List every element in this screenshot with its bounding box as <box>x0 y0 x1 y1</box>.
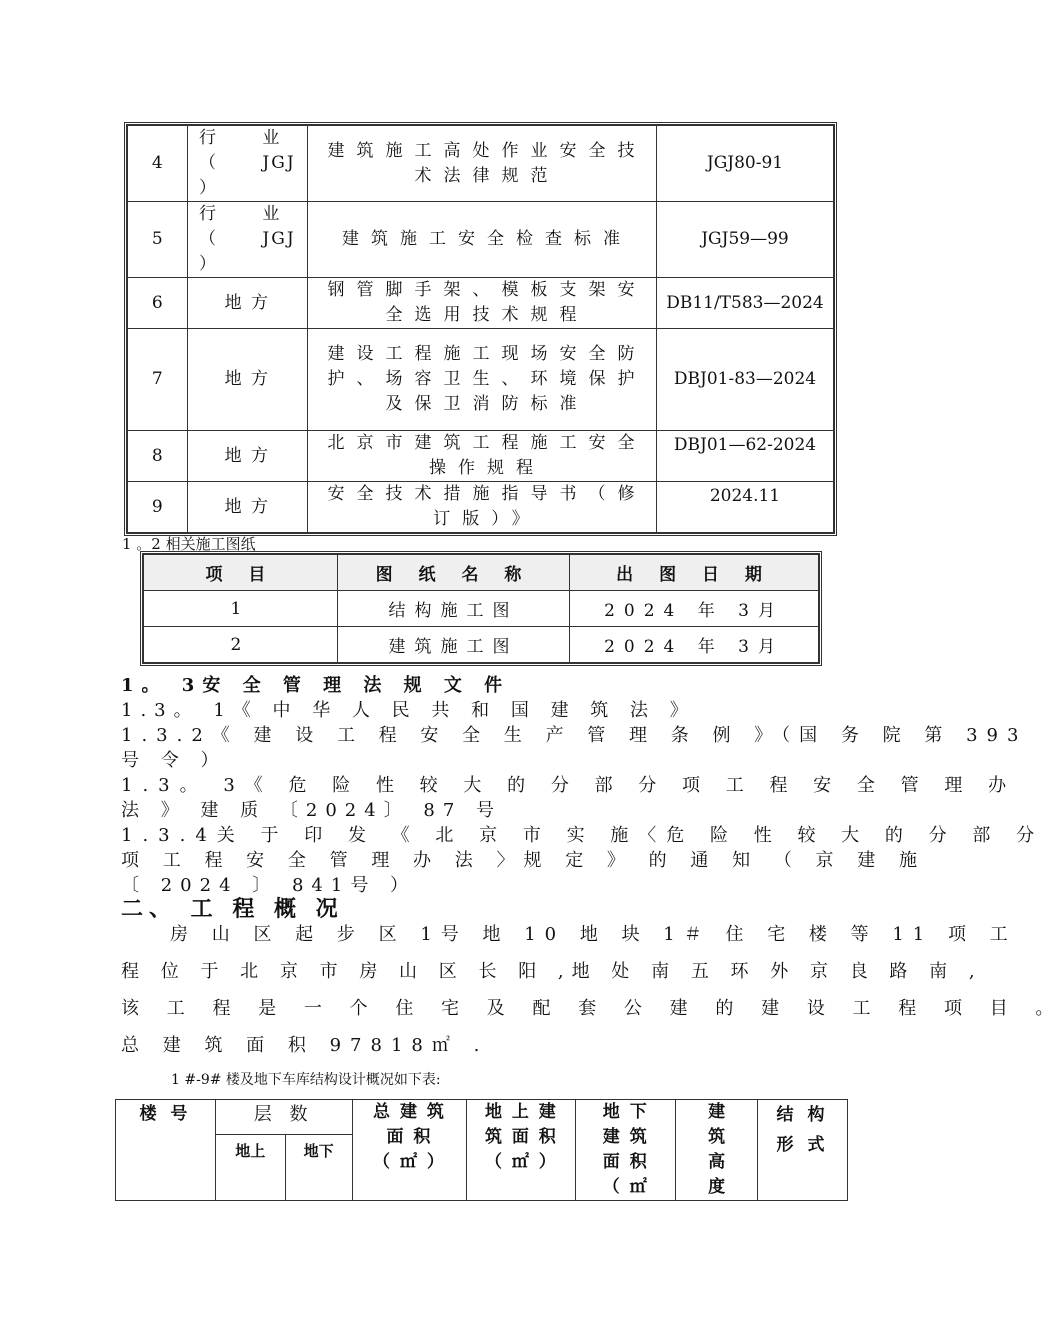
regulation-line: 法 》 建 质 〔2024〕 87 号 <box>121 800 503 821</box>
cell-standard-name: 建筑施工安全检查标准 <box>307 202 656 278</box>
header-above-ground-area: 地 上 建 筑 面 积 （ ㎡ ） <box>467 1100 576 1201</box>
overview-line: 房 山 区 起 步 区 1号 地 10 地 块 1＃ 住 宅 楼 等 11 项 工 <box>170 924 1017 945</box>
header-floors: 层 数 <box>215 1100 352 1135</box>
structure-table-caption: 1 #-9# 楼及地下车库结构设计概况如下表: <box>171 1072 441 1088</box>
section-2-heading: 二、 工 程 概 况 <box>121 896 344 922</box>
regulation-line: 1.3.4关 于 印 发 《 北 京 市 实 施〈危 险 性 较 大 的 分 部 分 <box>121 825 1045 846</box>
cell-row-number: 8 <box>127 431 187 482</box>
table-row <box>127 125 834 202</box>
overview-line: 该 工 程 是 一 个 住 宅 及 配 套 公 建 的 建 设 工 程 项 目 。 <box>121 998 1064 1019</box>
table-row <box>127 329 834 431</box>
cell-category <box>187 202 307 278</box>
cell-drawing-name: 结构施工图 <box>337 591 569 627</box>
overview-line: 总 建 筑 面 积 97818㎡ . <box>121 1035 489 1056</box>
cell-issue-date: 2024 年 3月 <box>570 627 819 664</box>
header-above-ground: 地上 <box>215 1135 285 1201</box>
cell-row-number: 9 <box>127 482 187 534</box>
header-issue-date: 出 图 日 期 <box>570 554 819 591</box>
cell-issue-date: 2024 年 3月 <box>570 591 819 627</box>
category-text: 行 业 （ JGJ ） <box>199 204 296 274</box>
cell-row-number: 6 <box>127 278 187 329</box>
table-row <box>127 482 834 534</box>
header-item: 项 目 <box>143 554 337 591</box>
cell-standard-code: DBJ01—62-2024 <box>656 431 834 482</box>
section-1-2-heading: 1 。2 相关施工图纸 <box>122 535 256 553</box>
structure-table <box>115 1099 848 1201</box>
regulation-line: 1.3。 3《 危 险 性 较 大 的 分 部 分 项 工 程 安 全 管 理 办 <box>121 775 1017 796</box>
cell-standard-code: DB11/T583—2024 <box>656 278 834 329</box>
table-row <box>127 278 834 329</box>
cell-standard-name: 安全技术措施指导书（修订版）》 <box>307 482 656 534</box>
regulation-line: 1.3。 1《 中 华 人 民 共 和 国 建 筑 法 》 <box>121 700 696 721</box>
regulation-line: 1.3.2《 建 设 工 程 安 全 生 产 管 理 条 例 》（国 务 院 第 393 <box>121 725 1028 746</box>
header-below-ground-area: 地 下 建 筑 面 积 （ ㎡ <box>576 1100 676 1201</box>
cell-drawing-name: 建筑施工图 <box>337 627 569 664</box>
table-row <box>143 591 819 627</box>
table-row <box>127 431 834 482</box>
category-text: 行 业 （ JGJ ） <box>199 128 296 198</box>
cell-standard-name: 建设工程施工现场安全防护、场容卫生、环境保护及保卫消防标准 <box>307 329 656 431</box>
table-row <box>143 627 819 664</box>
cell-standard-code: JGJ80-91 <box>656 125 834 202</box>
cell-category <box>187 278 307 329</box>
header-below-ground: 地下 <box>285 1135 352 1201</box>
cell-row-number: 5 <box>127 202 187 278</box>
standards-table <box>126 124 835 534</box>
header-building-no: 楼 号 <box>116 1100 216 1201</box>
cell-standard-code: JGJ59—99 <box>656 202 834 278</box>
regulation-line: 号 令 ） <box>121 750 227 771</box>
category-text: 地 方 <box>224 445 271 466</box>
cell-row-number: 4 <box>127 125 187 202</box>
header-building-height: 建 筑 高 度 <box>676 1100 758 1201</box>
regulation-line: 〔 2024 〕 841号 ） <box>121 875 417 896</box>
cell-standard-code: 2024.11 <box>656 482 834 534</box>
header-structure-type: 结 构 形 式 <box>758 1100 848 1201</box>
cell-item: 1 <box>143 591 337 627</box>
cell-standard-code: DBJ01-83—2024 <box>656 329 834 431</box>
cell-standard-name: 北京市建筑工程施工安全操作规程 <box>307 431 656 482</box>
section-1-3-heading: 1。 3安 全 管 理 法 规 文 件 <box>121 675 511 696</box>
cell-standard-name: 建筑施工高处作业安全技术法律规范 <box>307 125 656 202</box>
table-row <box>127 202 834 278</box>
category-text: 地 方 <box>224 369 271 389</box>
cell-row-number: 7 <box>127 329 187 431</box>
overview-line: 程 位 于 北 京 市 房 山 区 长 阳 ,地 处 南 五 环 外 京 良 路 南 , <box>121 961 983 982</box>
regulation-line: 项 工 程 安 全 管 理 办 法 〉规 定 》 的 通 知 （ 京 建 施 <box>121 850 926 871</box>
cell-category <box>187 431 307 482</box>
cell-standard-name: 钢管脚手架、模板支架安全选用技术规程 <box>307 278 656 329</box>
category-text: 地 方 <box>224 496 271 517</box>
cell-category <box>187 482 307 534</box>
cell-category <box>187 125 307 202</box>
category-text: 地 方 <box>224 292 271 313</box>
drawings-table <box>142 553 820 664</box>
cell-category <box>187 329 307 431</box>
header-drawing-name: 图 纸 名 称 <box>337 554 569 591</box>
header-total-area: 总 建 筑 面 积 （ ㎡ ） <box>352 1100 467 1201</box>
cell-item: 2 <box>143 627 337 664</box>
